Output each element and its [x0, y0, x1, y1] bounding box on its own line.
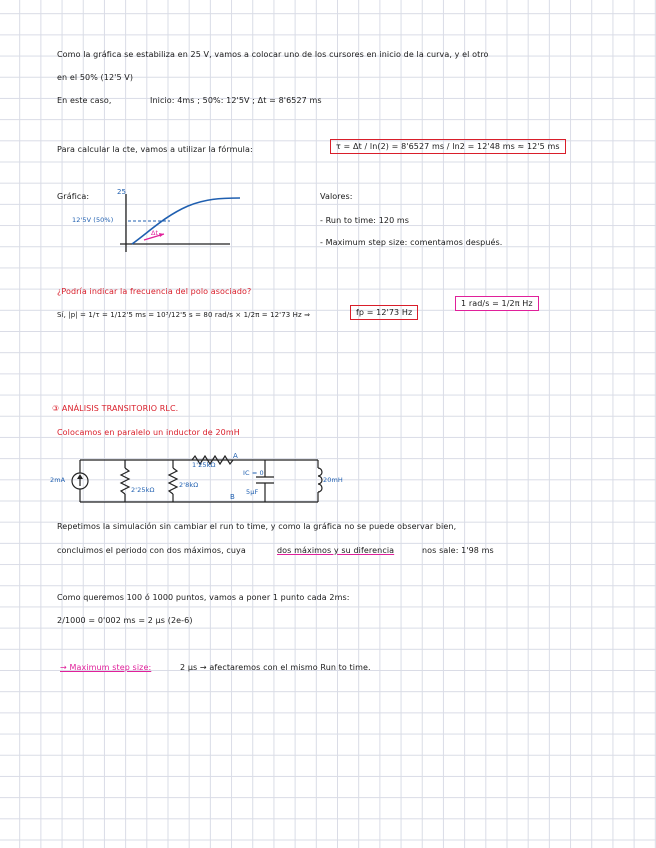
r2-label: 2'8kΩ	[179, 481, 199, 489]
step-fraction: 2/1000 = 0'002 ms = 2 μs (2e-6)	[57, 616, 193, 625]
text-line-case-label: En este caso,	[57, 96, 112, 105]
max-step-value: - Maximum step size: comentamos después.	[320, 238, 503, 247]
inductor-note: Colocamos en paralelo un inductor de 20mH	[57, 428, 240, 437]
text-line-stabilization: Como la gráfica se estabiliza en 25 V, vamos a colocar uno de los cursores en inicio de la curva, y el otro	[57, 50, 489, 59]
section-3-title: ③ ANÁLISIS TRANSITORIO RLC.	[52, 404, 179, 413]
grafica-label: Gráfica:	[57, 192, 90, 201]
text-points: Como queremos 100 ó 1000 puntos, vamos a poner 1 punto cada 2ms:	[57, 593, 350, 602]
r1-label: 2'25kΩ	[131, 486, 155, 494]
r3-label: 1'25kΩ	[192, 461, 216, 469]
text-period-prefix: concluimos el periodo con dos máximos, cuya	[57, 546, 246, 555]
node-b-label: B	[230, 493, 235, 501]
max-step-size-value: 2 μs → afectaremos con el mismo Run to time.	[180, 663, 371, 672]
ic-label: IC = 0	[243, 469, 264, 477]
node-a-label: A	[233, 452, 238, 460]
text-period-underlined: dos máximos y su diferencia	[277, 546, 395, 555]
text-formula-intro: Para calcular la cte, vamos a utilizar la fórmula:	[57, 145, 253, 154]
graph-dt-label: Δt	[151, 229, 159, 237]
max-step-size-label: → Maximum step size:	[60, 663, 152, 672]
text-repeat-simulation: Repetimos la simulación sin cambiar el run to time, y como la gráfica no se puede observar bien,	[57, 522, 457, 531]
rad-to-hz-box: 1 rad/s = 1/2π Hz	[455, 296, 539, 311]
run-to-time-value: - Run to time: 120 ms	[320, 216, 410, 225]
valores-label: Valores:	[320, 192, 353, 201]
graph-y-top: 25	[117, 188, 127, 196]
inductor-label: 20mH	[323, 476, 343, 484]
text-period-result: nos sale: 1'98 ms	[422, 546, 494, 555]
text-line-case-values: Inicio: 4ms ; 50%: 12'5V ; Δt = 8'6527 ms	[150, 96, 322, 105]
time-constant-formula: τ = Δt / ln(2) = 8'6527 ms / ln2 = 12'48 ms ≈ 12'5 ms	[330, 139, 566, 154]
pole-question: ¿Podría indicar la frecuencia del polo asociado?	[57, 287, 252, 296]
graph-y-mid: 12'5V (50%)	[72, 216, 114, 224]
current-source-label: 2mA	[50, 476, 66, 484]
text-line-50-percent: en el 50% (12'5 V)	[57, 73, 134, 82]
pole-calculation: Sí, |p| = 1/τ = 1/12'5 ms = 10³/12'5 s = 80 rad/s × 1/2π = 12'73 Hz ⇒	[57, 311, 311, 319]
capacitor-label: 5μF	[246, 488, 259, 496]
pole-frequency-result: fp = 12'73 Hz	[350, 305, 418, 320]
